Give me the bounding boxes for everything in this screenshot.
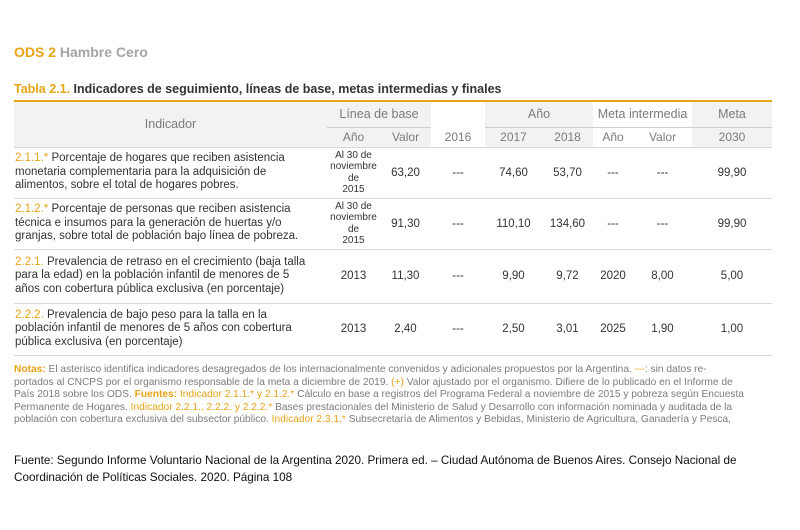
description-line: Porcentaje de personas que reciben asistencia [51,203,291,216]
intermediate-year: --- [593,198,633,249]
intermediate-value: 1,90 [633,303,692,355]
intermediate-year: --- [593,147,633,198]
target-2030: 99,90 [692,198,772,249]
notes-text: Valor ajustado por el organismo. Difiere de lo publicado en el Informe de [403,376,733,388]
notes-text: País 2018 sobre los ODS. [14,389,135,401]
base-value: 91,30 [380,198,431,249]
header-empty [431,102,485,127]
ods-label: ODS 2 [14,44,57,60]
table-notes [14,364,774,427]
description-line: población infantil de menores de 5 años con cobertura [15,322,292,335]
notes-text: portados al CNCPS por el organismo responsable de la meta a diciembre de 2019. [14,376,392,388]
base-year: 2013 [327,249,380,303]
sub-header-mi-anio: Año [593,127,633,147]
indicator-description [14,249,327,303]
indicators-table [14,102,772,356]
value-2016: --- [431,147,485,198]
value-2016: --- [431,303,485,355]
value-2018: 134,60 [542,198,593,249]
value-2018: 53,70 [542,147,593,198]
header-linea-base: Línea de base [327,102,431,127]
source-line: Fuente: Segundo Informe Voluntario Nacional de la Argentina 2020. Primera ed. – Ciudad Autónoma de Buenos Aires. Consejo Nacional de [14,454,737,467]
table-row [14,303,772,355]
target-2030: 5,00 [692,249,772,303]
value-2017: 9,90 [485,249,542,303]
description-line: alimentos, sobre el total de hogares pobres. [15,179,239,192]
intermediate-year: 2020 [593,249,633,303]
base-year [327,198,380,249]
description-line: para la edad) en la población infantil de menores de 5 [15,269,290,282]
notes-indicator-ref: Indicador 2.3.1.* [271,414,346,426]
description-line: granjas, sobre total de población bajo línea de pobreza. [15,230,299,243]
base-year [327,147,380,198]
source-line: Coordinación de Políticas Sociales. 2020. Página 108 [14,471,293,484]
table-header-groups [14,102,772,127]
header-anio: Año [485,102,593,127]
base-value: 11,30 [380,249,431,303]
ods-heading [14,44,148,60]
header-meta-intermedia: Meta intermedia [597,107,688,122]
base-year-line: 2015 [342,184,365,195]
sub-header-2017: 2017 [485,127,542,147]
notes-text: población con cobertura exclusiva del subsector público. [14,414,272,426]
base-year: 2013 [327,303,380,355]
indicator-code: 2.1.1.* [15,152,49,165]
base-year-line: 2015 [342,235,365,246]
base-year-line: noviembre de [330,212,377,235]
description-line: años con cobertura pública exclusiva (en porcentaje) [15,282,285,295]
ods-title: Hambre Cero [59,44,148,60]
notes-plus-symbol: (+) [391,376,404,388]
notes-text: El asterisco identifica indicadores desagregados de los internacionalmente convenidos y adicionales propuestos por la Argentina. [45,364,635,375]
description-line: Porcentaje de hogares que reciben asistencia [51,152,285,165]
value-2016: --- [431,249,485,303]
base-year-line: Al 30 de [335,200,372,212]
notes-indicator-ref: Indicador 2.1.1.* y 2.1.2.* [179,389,295,401]
table-row [14,198,772,249]
table-caption [14,82,501,96]
target-2030: 1,00 [692,303,772,355]
table-title: Indicadores de seguimiento, líneas de base, metas intermedias y finales [73,82,502,96]
description-line: técnica e insumos para la generación de huertas y/o [15,216,282,229]
notes-sources-label: Fuentes: [134,389,178,401]
indicator-description [14,147,327,198]
notes-label: Notas: [14,364,46,375]
sub-header-anio: Año [327,127,380,147]
table-row [14,249,772,303]
base-value: 2,40 [380,303,431,355]
base-value: 63,20 [380,147,431,198]
value-2016: --- [431,198,485,249]
notes-indicator-ref: Indicador 2.2.1., 2.2.2. y 2.2.2.* [130,401,273,413]
sub-header-2018: 2018 [542,127,593,147]
value-2017: 2,50 [485,303,542,355]
value-2017: 110,10 [485,198,542,249]
indicator-description [14,198,327,249]
description-line: monetaria complementaria para la adquisición de [15,165,267,178]
notes-text: Bases prestacionales del Ministerio de Salud y Desarrollo con información nominada y auditada de la [272,401,733,413]
header-meta: Meta [692,102,772,127]
description-line: Prevalencia de bajo peso para la talla en la [46,308,267,321]
intermediate-year: 2025 [593,303,633,355]
source-citation [14,452,798,486]
sub-header-2030: 2030 [692,127,772,147]
notes-text: Permanente de Hogares. [14,401,131,413]
indicator-description [14,303,327,355]
notes-text: Cálculo en base a registros del Programa Federal a noviembre de 2015 y pobreza según Encuesta [294,389,744,401]
value-2017: 74,60 [485,147,542,198]
indicator-code: 2.1.2.* [15,203,49,216]
description-line: Prevalencia de retraso en el crecimiento (baja talla [46,255,306,268]
value-2018: 3,01 [542,303,593,355]
header-indicador: Indicador [14,102,327,147]
table-row [14,147,772,198]
sub-header-mi-valor: Valor [633,127,692,147]
sub-header-2016: 2016 [431,127,485,147]
notes-dash-symbol: --- [634,364,645,375]
base-year-line: noviembre de [330,161,377,184]
notes-text: : sin datos re- [644,364,707,375]
indicator-code: 2.2.2. [15,308,44,321]
sub-header-valor: Valor [380,127,431,147]
table-number: Tabla 2.1. [14,82,71,96]
intermediate-value: --- [633,198,692,249]
value-2018: 9,72 [542,249,593,303]
indicator-code: 2.2.1. [15,255,44,268]
intermediate-value: 8,00 [633,249,692,303]
target-2030: 99,90 [692,147,772,198]
intermediate-value: --- [633,147,692,198]
notes-text: Subsecretaría de Alimentos y Bebidas, Ministerio de Agricultura, Ganadería y Pesca, [345,414,731,426]
base-year-line: Al 30 de [335,149,372,161]
description-line: pública exclusiva (en porcentaje) [15,335,183,348]
